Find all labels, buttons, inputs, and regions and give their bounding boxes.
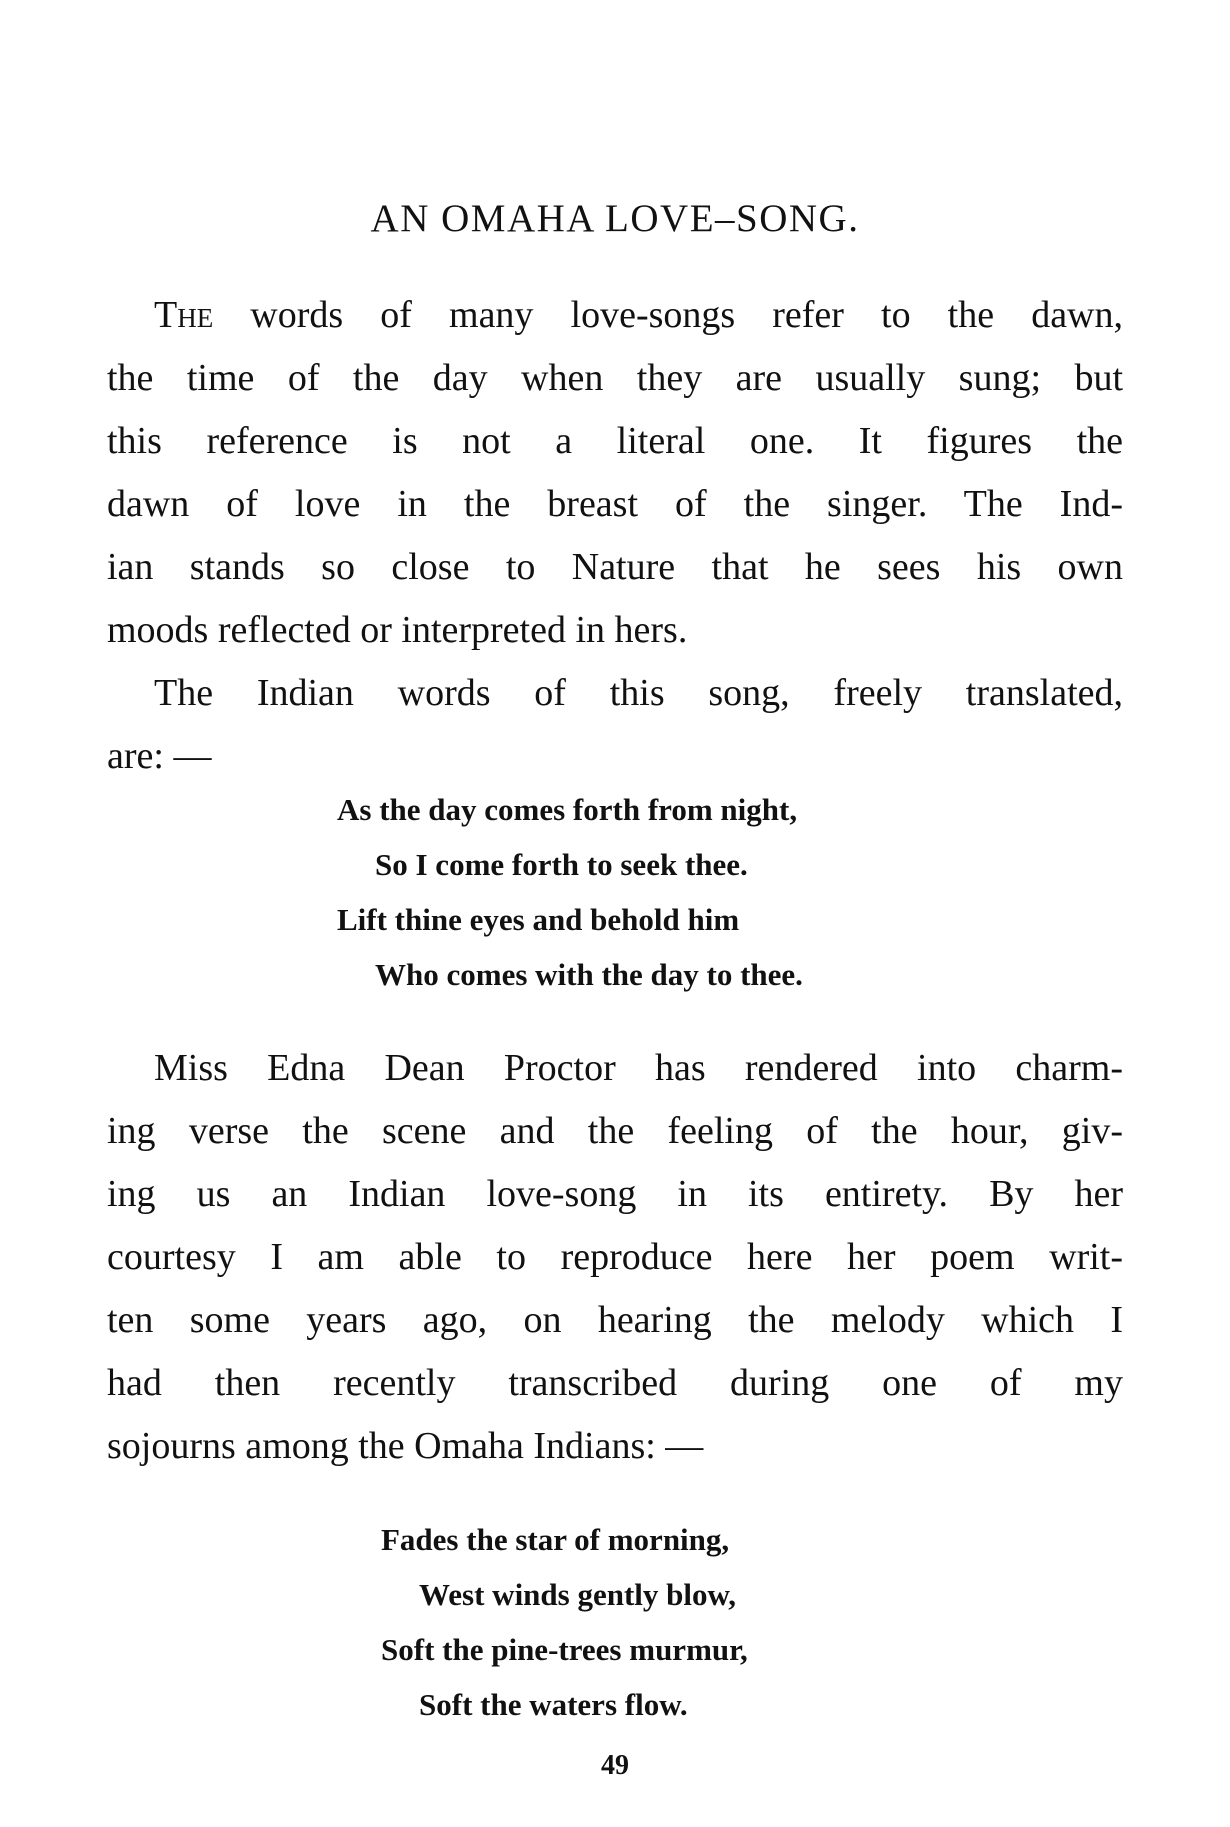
verse-line: Who comes with the day to thee.: [375, 957, 803, 992]
intro-text: [107, 284, 1123, 788]
paragraph-line: ian stands so close to Nature that he sees his own: [107, 546, 1123, 588]
proctor-poem-verse: [381, 1512, 748, 1732]
paragraph-line: dawn of love in the breast of the singer. The Ind-: [107, 483, 1123, 525]
paragraph-1: [107, 284, 1123, 662]
page-number: 49: [601, 1750, 629, 1781]
verse-line: Lift thine eyes and behold him: [337, 902, 740, 937]
paragraph-line: had then recently transcribed during one of my: [107, 1362, 1123, 1404]
paragraph-2: [107, 662, 1123, 788]
verse-line: Soft the pine-trees murmur,: [381, 1632, 748, 1667]
line-text: words of many love-songs refer to the dawn,: [250, 294, 1124, 336]
paragraph-line: ing verse the scene and the feeling of the hour, giv-: [107, 1110, 1123, 1152]
verse-line: West winds gently blow,: [419, 1577, 736, 1612]
translated-song-verse: [337, 782, 803, 1002]
paragraph-line: moods reflected or interpreted in hers.: [107, 609, 688, 651]
paragraph-line: [107, 284, 1123, 347]
paragraph-line: ten some years ago, on hearing the melody which I: [107, 1299, 1123, 1341]
verse-line: Soft the waters flow.: [419, 1687, 688, 1722]
chapter-title: AN OMAHA LOVE–SONG.: [370, 197, 860, 240]
verse-line: Fades the star of morning,: [381, 1522, 730, 1557]
paragraph-line: courtesy I am able to reproduce here her poem writ-: [107, 1236, 1123, 1278]
proctor-text: [107, 1037, 1123, 1478]
lead-word: The: [154, 294, 214, 336]
paragraph-line: this reference is not a literal one. It figures the: [107, 420, 1123, 462]
paragraph-line: the time of the day when they are usually sung; but: [107, 357, 1123, 399]
paragraph-line: ing us an Indian love-song in its entirety. By her: [107, 1173, 1123, 1215]
verse-line: As the day comes forth from night,: [337, 792, 798, 827]
paragraph-line: are: —: [107, 735, 212, 777]
paragraph-line: sojourns among the Omaha Indians: —: [107, 1425, 704, 1467]
verse-line: So I come forth to seek thee.: [375, 847, 748, 882]
paragraph-line: The Indian words of this song, freely translated,: [154, 672, 1123, 714]
paragraph-line: Miss Edna Dean Proctor has rendered into charm-: [154, 1047, 1123, 1089]
paragraph-3: [107, 1037, 1123, 1478]
